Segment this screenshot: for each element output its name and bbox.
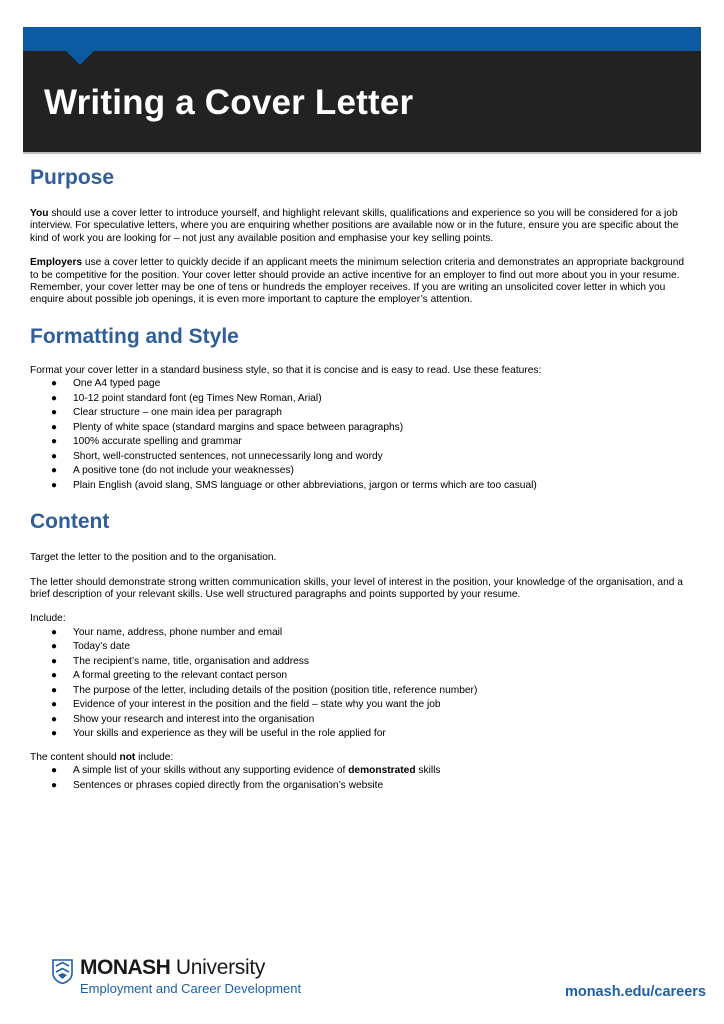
content-section (30, 509, 694, 793)
list-item (30, 669, 694, 684)
bullet-icon: ● (51, 407, 58, 419)
purpose-p1-lead: You (30, 208, 49, 219)
purpose-paragraph-2 (30, 257, 694, 307)
formatting-list (30, 377, 694, 493)
list-item (30, 421, 694, 436)
list-item (30, 764, 694, 779)
not-pre: The content should (30, 751, 120, 763)
formatting-heading: Formatting and Style (30, 324, 239, 348)
bullet-icon: ● (51, 450, 58, 462)
list-item-text: The recipient’s name, title, organisation and address (73, 655, 309, 667)
list-item-text: 100% accurate spelling and grammar (73, 436, 242, 448)
list-item-text: Plenty of white space (standard margins and space between paragraphs) (73, 421, 404, 433)
bullet-icon: ● (51, 713, 58, 725)
purpose-p2-lead: Employers (30, 257, 83, 269)
list-item (30, 684, 694, 699)
list-item (30, 406, 694, 421)
list-item-text: skills (415, 765, 441, 777)
formatting-section (30, 324, 694, 493)
list-item-text: A positive tone (do not include your weaknesses) (73, 465, 294, 477)
include-list (30, 626, 694, 742)
bullet-icon: ● (51, 465, 58, 477)
title-banner (23, 51, 701, 154)
purpose-paragraph-1 (30, 208, 694, 245)
list-item-text: A formal greeting to the relevant contact person (73, 670, 288, 682)
list-item-text: Your skills and experience as they will be useful in the role applied for (73, 728, 386, 740)
list-item-text: The purpose of the letter, including details of the position (position title, reference number) (73, 684, 478, 696)
list-item (30, 727, 694, 742)
list-item-text: Short, well-constructed sentences, not unnecessarily long and wordy (73, 450, 383, 462)
list-item (30, 450, 694, 465)
list-item (30, 377, 694, 392)
bullet-icon: ● (51, 641, 58, 653)
monash-logo[interactable] (50, 955, 310, 1000)
content-paragraph-2: The letter should demonstrate strong written communication skills, your level of interest in the position, your knowledge of the organisation, and a brief description of your relevant skills. Use well structured paragraphs and points supported by your resume. (30, 576, 683, 601)
list-item-text: Plain English (avoid slang, SMS language or other abbreviations, jargon or terms which are too casual) (73, 479, 537, 491)
list-item-text: Clear structure – one main idea per paragraph (73, 407, 282, 419)
bullet-icon: ● (51, 392, 58, 404)
list-item (30, 779, 694, 794)
list-item (30, 713, 694, 728)
formatting-intro: Format your cover letter in a standard business style, so that it is concise and is easy to read. Use these features: (30, 364, 542, 376)
bullet-icon: ● (51, 378, 58, 390)
brand-rest: University (170, 956, 266, 979)
purpose-heading: Purpose (30, 166, 115, 189)
purpose-p1-text: should use a cover letter to introduce yourself, and highlight relevant skills, qualifications and experience so you will be considered for a job interview. For speculative letters, where you are enquiring whether positions are available now or in the future, ensure you are specific about the kind of work you are looking for – not just any available position and emphasise your key selling points. (30, 208, 679, 244)
bullet-icon: ● (51, 626, 58, 638)
bullet-icon: ● (51, 684, 58, 696)
bullet-icon: ● (51, 421, 58, 433)
list-item-text: A simple list of your skills without any supporting evidence of (73, 765, 349, 777)
monash-shield-icon (52, 959, 73, 984)
not-include-list (30, 764, 694, 793)
list-item (30, 435, 694, 450)
not-include-label (30, 752, 694, 764)
list-item-text: Show your research and interest into the organisation (73, 713, 315, 725)
brand-bold: MONASH (80, 956, 171, 979)
top-accent-bar (23, 27, 701, 51)
bullet-icon: ● (51, 765, 58, 777)
list-item (30, 626, 694, 641)
include-label: Include: (30, 613, 66, 625)
bullet-icon: ● (51, 699, 58, 711)
list-item (30, 392, 694, 407)
content-heading: Content (30, 510, 110, 534)
bullet-icon: ● (51, 670, 58, 682)
not-post: include: (135, 751, 174, 763)
list-item (30, 698, 694, 713)
content-paragraph-1: Target the letter to the position and to the organisation. (30, 552, 277, 564)
list-item-text: One A4 typed page (73, 378, 161, 390)
bullet-icon: ● (51, 728, 58, 740)
list-item-text: Your name, address, phone number and email (73, 626, 283, 638)
website-link[interactable]: monash.edu/careers (564, 984, 706, 1000)
list-item-text: Evidence of your interest in the position and the field – state why you want the job (73, 699, 441, 711)
purpose-p2-text: use a cover letter to quickly decide if an applicant meets the minimum selection criteria and demonstrates an appropriate background to be competitive for the position. Your cover letter should provide an active incentive for an employer to find out more about you in your resume. Remember, your cover letter may be one of tens or hundreds the employer receives. If you are writing an unsolicited cover letter in which you enquire about possible job openings, it is even more important to capture the employer’s attention. (30, 257, 685, 306)
page-title: Writing a Cover Letter (44, 83, 414, 122)
list-item (30, 464, 694, 479)
purpose-section (30, 165, 694, 307)
list-item-text: Today’s date (73, 641, 131, 653)
list-item-text: Sentences or phrases copied directly from the organisation’s website (73, 779, 384, 791)
bullet-icon: ● (51, 436, 58, 448)
not-bold: not (119, 751, 136, 763)
document-body (30, 165, 694, 793)
bullet-icon: ● (51, 779, 58, 791)
list-item-text: 10-12 point standard font (eg Times New Roman, Arial) (73, 392, 322, 404)
list-item (30, 479, 694, 494)
banner-notch (66, 51, 94, 65)
list-item (30, 640, 694, 655)
brand-name (80, 955, 265, 981)
list-item (30, 655, 694, 670)
department-name: Employment and Career Development (80, 981, 302, 996)
list-item-emphasis: demonstrated (348, 765, 416, 777)
bullet-icon: ● (51, 479, 58, 491)
bullet-icon: ● (51, 655, 58, 667)
